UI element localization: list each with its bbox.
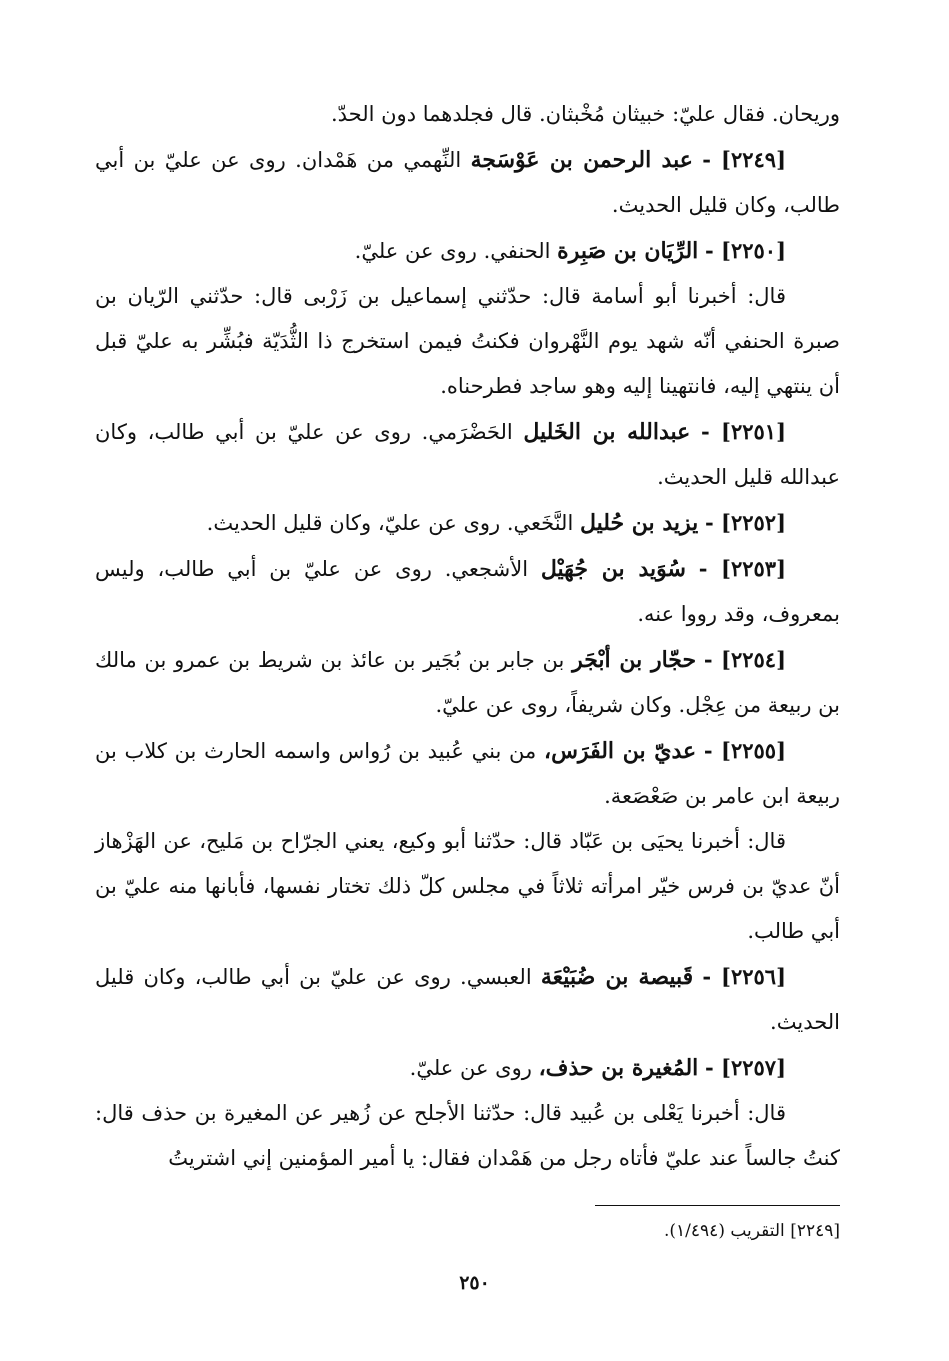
entry-text: من بني عُبيد بن رُواس واسمه الحارث بن كلاب بن ربيعة ابن عامر بن صَعْصَعة. [95, 739, 840, 808]
entry-text: الأشجعي. روى عن عليّ بن أبي طالب، وليس بمعروف، وقد رووا عنه. [95, 557, 840, 626]
entry-text: الحنفي. روى عن عليّ. [354, 239, 558, 263]
entry-name: عبد الرحمن بن عَوْسَجة [470, 147, 693, 173]
entry-number: [٢٢٥٧] - [704, 1055, 786, 1080]
biography-entry [95, 637, 840, 728]
entry-name: سُوَيد بن جُهَيْل [540, 556, 686, 582]
entry-name: عديّ بن الفَرَس، [543, 738, 697, 764]
biography-entry [95, 1045, 840, 1091]
biography-entry [95, 954, 840, 1045]
entry-text: النِّهمي من هَمْدان. روى عن عليّ بن أبي طالب، وكان قليل الحديث. [95, 148, 840, 217]
entry-text: النَّخَعي. روى عن عليّ، وكان قليل الحديث. [206, 511, 580, 535]
entry-name: حجّار بن أبْجَر [572, 647, 697, 673]
entry-number: [٢٢٤٩] - [702, 147, 786, 172]
entry-text: روى عن عليّ. [409, 1056, 539, 1080]
page-number: ٢٥٠ [459, 1272, 490, 1294]
footnote: [٢٢٤٩] التقريب (١/٤٩٤). [664, 1221, 840, 1241]
main-text [95, 92, 840, 1181]
narration-paragraph: قال: أخبرنا أبو أسامة قال: حدّثني إسماعيل بن زَرْبى قال: حدّثني الرّيان بن صبرة الحنفي أنّه شهد يوم النَّهْروان فكنتُ فيمن استخرج ذا الثُّدَيّة فبُشِّر به عليّ قبل أن ينتهي إليه، فانتهينا إليه وهو ساجد فطرحناه. [95, 284, 840, 398]
entry-name: قَبيصة بن ضُبَيْعَة [540, 964, 694, 990]
entry-name: يزيد بن حُليل [579, 510, 699, 536]
entry-number: [٢٢٥٢] - [704, 510, 786, 535]
entry-name: الرِّيَان بن صَبِرة [557, 238, 699, 264]
entry-number: [٢٢٥١] - [700, 419, 786, 444]
text-line: وريحان. فقال عليّ: خبيثان مُخْبثان. قال فجلدهما دون الحدّ. [330, 102, 840, 126]
entry-number: [٢٢٥٤] - [703, 647, 786, 672]
biography-entry [95, 728, 840, 819]
entry-text: الحَضْرَمي. روى عن عليّ بن أبي طالب، وكان عبدالله قليل الحديث. [95, 420, 840, 489]
narration-paragraph: قال: أخبرنا يَعْلى بن عُبيد قال: حدّثنا الأجلح عن زُهير عن المغيرة بن حذف قال: كنتُ جالساً عند عليّ فأتاه رجل من هَمْدان فقال: يا أمير المؤمنين إني اشتريتُ [95, 1101, 840, 1170]
biography-entry [95, 500, 840, 546]
biography-entry [95, 409, 840, 500]
biography-entry [95, 546, 840, 637]
entry-name: المُغيرة بن حذف، [538, 1055, 699, 1081]
biography-entry [95, 137, 840, 228]
entry-text: بن جابر بن بُجَير بن عائذ بن شريط بن عمرو بن مالك بن ربيعة من عِجْل. وكان شريفاً، روى عن عليّ. [95, 648, 840, 717]
entry-name: عبدالله بن الخَليل [523, 419, 691, 445]
biography-entry [95, 228, 840, 274]
footnote-divider [595, 1205, 840, 1206]
entry-number: [٢٢٥٣] - [698, 556, 786, 581]
entry-number: [٢٢٥٦] - [702, 964, 786, 989]
entry-text: العبسي. روى عن عليّ بن أبي طالب، وكان قليل الحديث. [95, 965, 840, 1034]
entry-number: [٢٢٥٥] - [703, 738, 786, 763]
entry-number: [٢٢٥٠] - [704, 238, 786, 263]
narration-paragraph: قال: أخبرنا يحيَى بن عَبّاد قال: حدّثنا أبو وكيع، يعني الجرّاح بن مَليح، عن الهَزْهاز أنّ عديّ بن فرس خيّر امرأته ثلاثاً في مجلس كلّ ذلك تختار نفسها، فأبانها منه عليّ بن أبي طالب. [95, 829, 840, 943]
